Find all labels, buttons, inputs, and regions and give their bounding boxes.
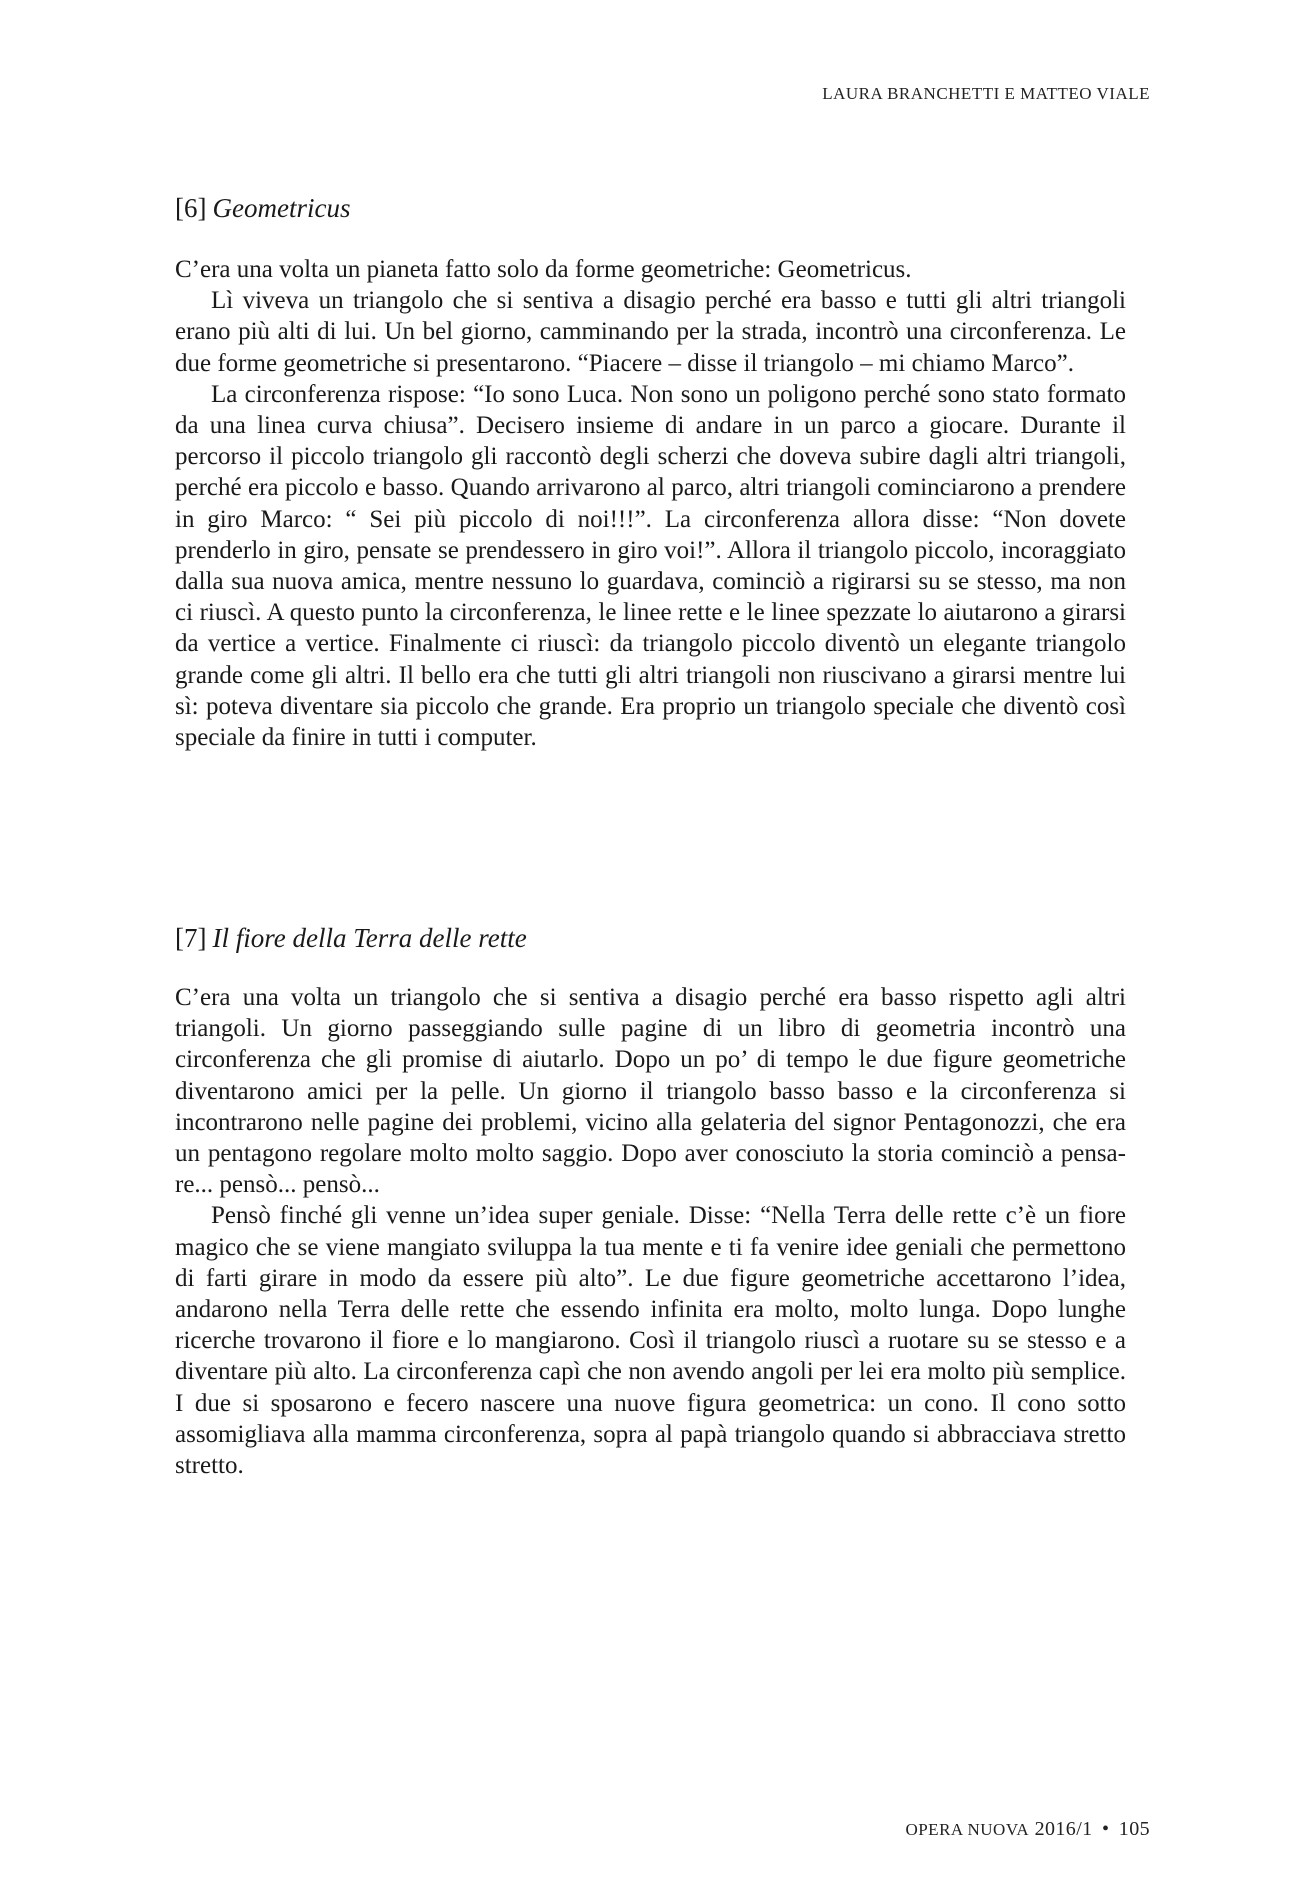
story-fiore xyxy=(175,920,1126,1481)
journal-issue: 2016/1 xyxy=(1034,1818,1093,1840)
story-number: [6] xyxy=(175,193,207,223)
journal-name: OPERA NUOVA xyxy=(905,1820,1030,1839)
story-paragraph: La circonferenza rispose: “Io sono Luca. Non sono un poligono perché sono stato formato da una linea curva chiusa”. Decisero insieme di andare in un parco a giocare. Durante il percorso il piccolo triangolo gli raccontò degli scherzi che doveva subire dagli altri triangoli, perché era piccolo e basso. Quando arrivarono al parco, altri triangoli cominciarono a prendere in giro Marco: “ Sei più piccolo di noi!!!”. La circonferenza allora disse: “Non dovete prenderlo in giro, pensate se prendessero in giro voi!”. Allora il triangolo piccolo, incoraggiato dalla sua nuova amica, mentre nessuno lo guardava, cominciò a rigirarsi su se stesso, ma non ci riuscì. A questo punto la circonferenza, le linee rette e le linee spezzate lo aiutarono a girarsi da vertice a vertice. Finalmente ci riuscì: da triangolo piccolo diventò un elegante triangolo grande come gli altri. Il bello era che tutti gli altri triangoli non riuscivano a girarsi mentre lui sì: poteva diventare sia piccolo che grande. Era proprio un triangolo speciale che diventò così speciale da finire in tutti i computer. xyxy=(175,380,1126,752)
page-number: 105 xyxy=(1118,1818,1150,1840)
story-paragraph: Lì viveva un triangolo che si sentiva a disagio perché era basso e tutti gli altri triangoli erano più alti di lui. Un bel giorno, camminando per la strada, incontrò una circonferenza. Le due forme geometriche si presentarono. “Piacere – disse il triangolo – mi chiamo Marco”. xyxy=(175,287,1126,377)
story-title-text: Il fiore della Terra delle rette xyxy=(212,923,527,953)
story-paragraph: Pensò finché gli venne un’idea super geniale. Disse: “Nella Terra delle rette c’è un fiore magico che se viene mangiato sviluppa la tua mente e ti fa venire idee geniali che permettono di farti girare in modo da essere più alto”. Le due figure geometriche accettarono l’idea, andarono nella Terra delle rette che essendo infinita era molto, molto lunga. Dopo lunghe ricerche trovarono il fiore e lo mangiarono. Così il triangolo riuscì a ruotare su se stesso e a diventare più alto. La circonferenza capì che non avendo angoli per lei era molto più semplice. I due si sposarono e fecero nascere una nuove figura geometrica: un cono. Il cono sotto assomigliava alla mamma circonferenza, sopra al papà triangolo quando si abbracciava stretto stretto. xyxy=(175,1202,1126,1480)
story-paragraph: C’era una volta un triangolo che si sentiva a disagio perché era basso rispetto agli altri triangoli. Un giorno passeggiando sulle pagine di un libro di geometria incontrò una circonferenza che gli promise di aiutarlo. Dopo un po’ di tempo le due figure geometriche diventarono amici per la pelle. Un giorno il triangolo basso basso e la circonferenza si incontrarono nelle pagine dei problemi, vicino alla gelateria del signor Pentagonozzi, che era un pentagono regolare molto molto saggio. Dopo aver conosciuto la storia cominciò a pensare... pensò... pensò... xyxy=(175,984,1126,1199)
story-number: [7] xyxy=(175,923,207,953)
footer-separator: • xyxy=(1101,1818,1110,1840)
page-footer xyxy=(905,1818,1150,1841)
story-title xyxy=(175,920,1126,956)
story-geometricus xyxy=(175,190,1126,753)
story-title xyxy=(175,190,1126,226)
story-paragraph: C’era una volta un pianeta fatto solo da forme geometriche: Geometricus. xyxy=(175,256,912,283)
story-title-text: Geometricus xyxy=(212,193,351,223)
running-head: LAURA BRANCHETTI E MATTEO VIALE xyxy=(822,84,1150,103)
